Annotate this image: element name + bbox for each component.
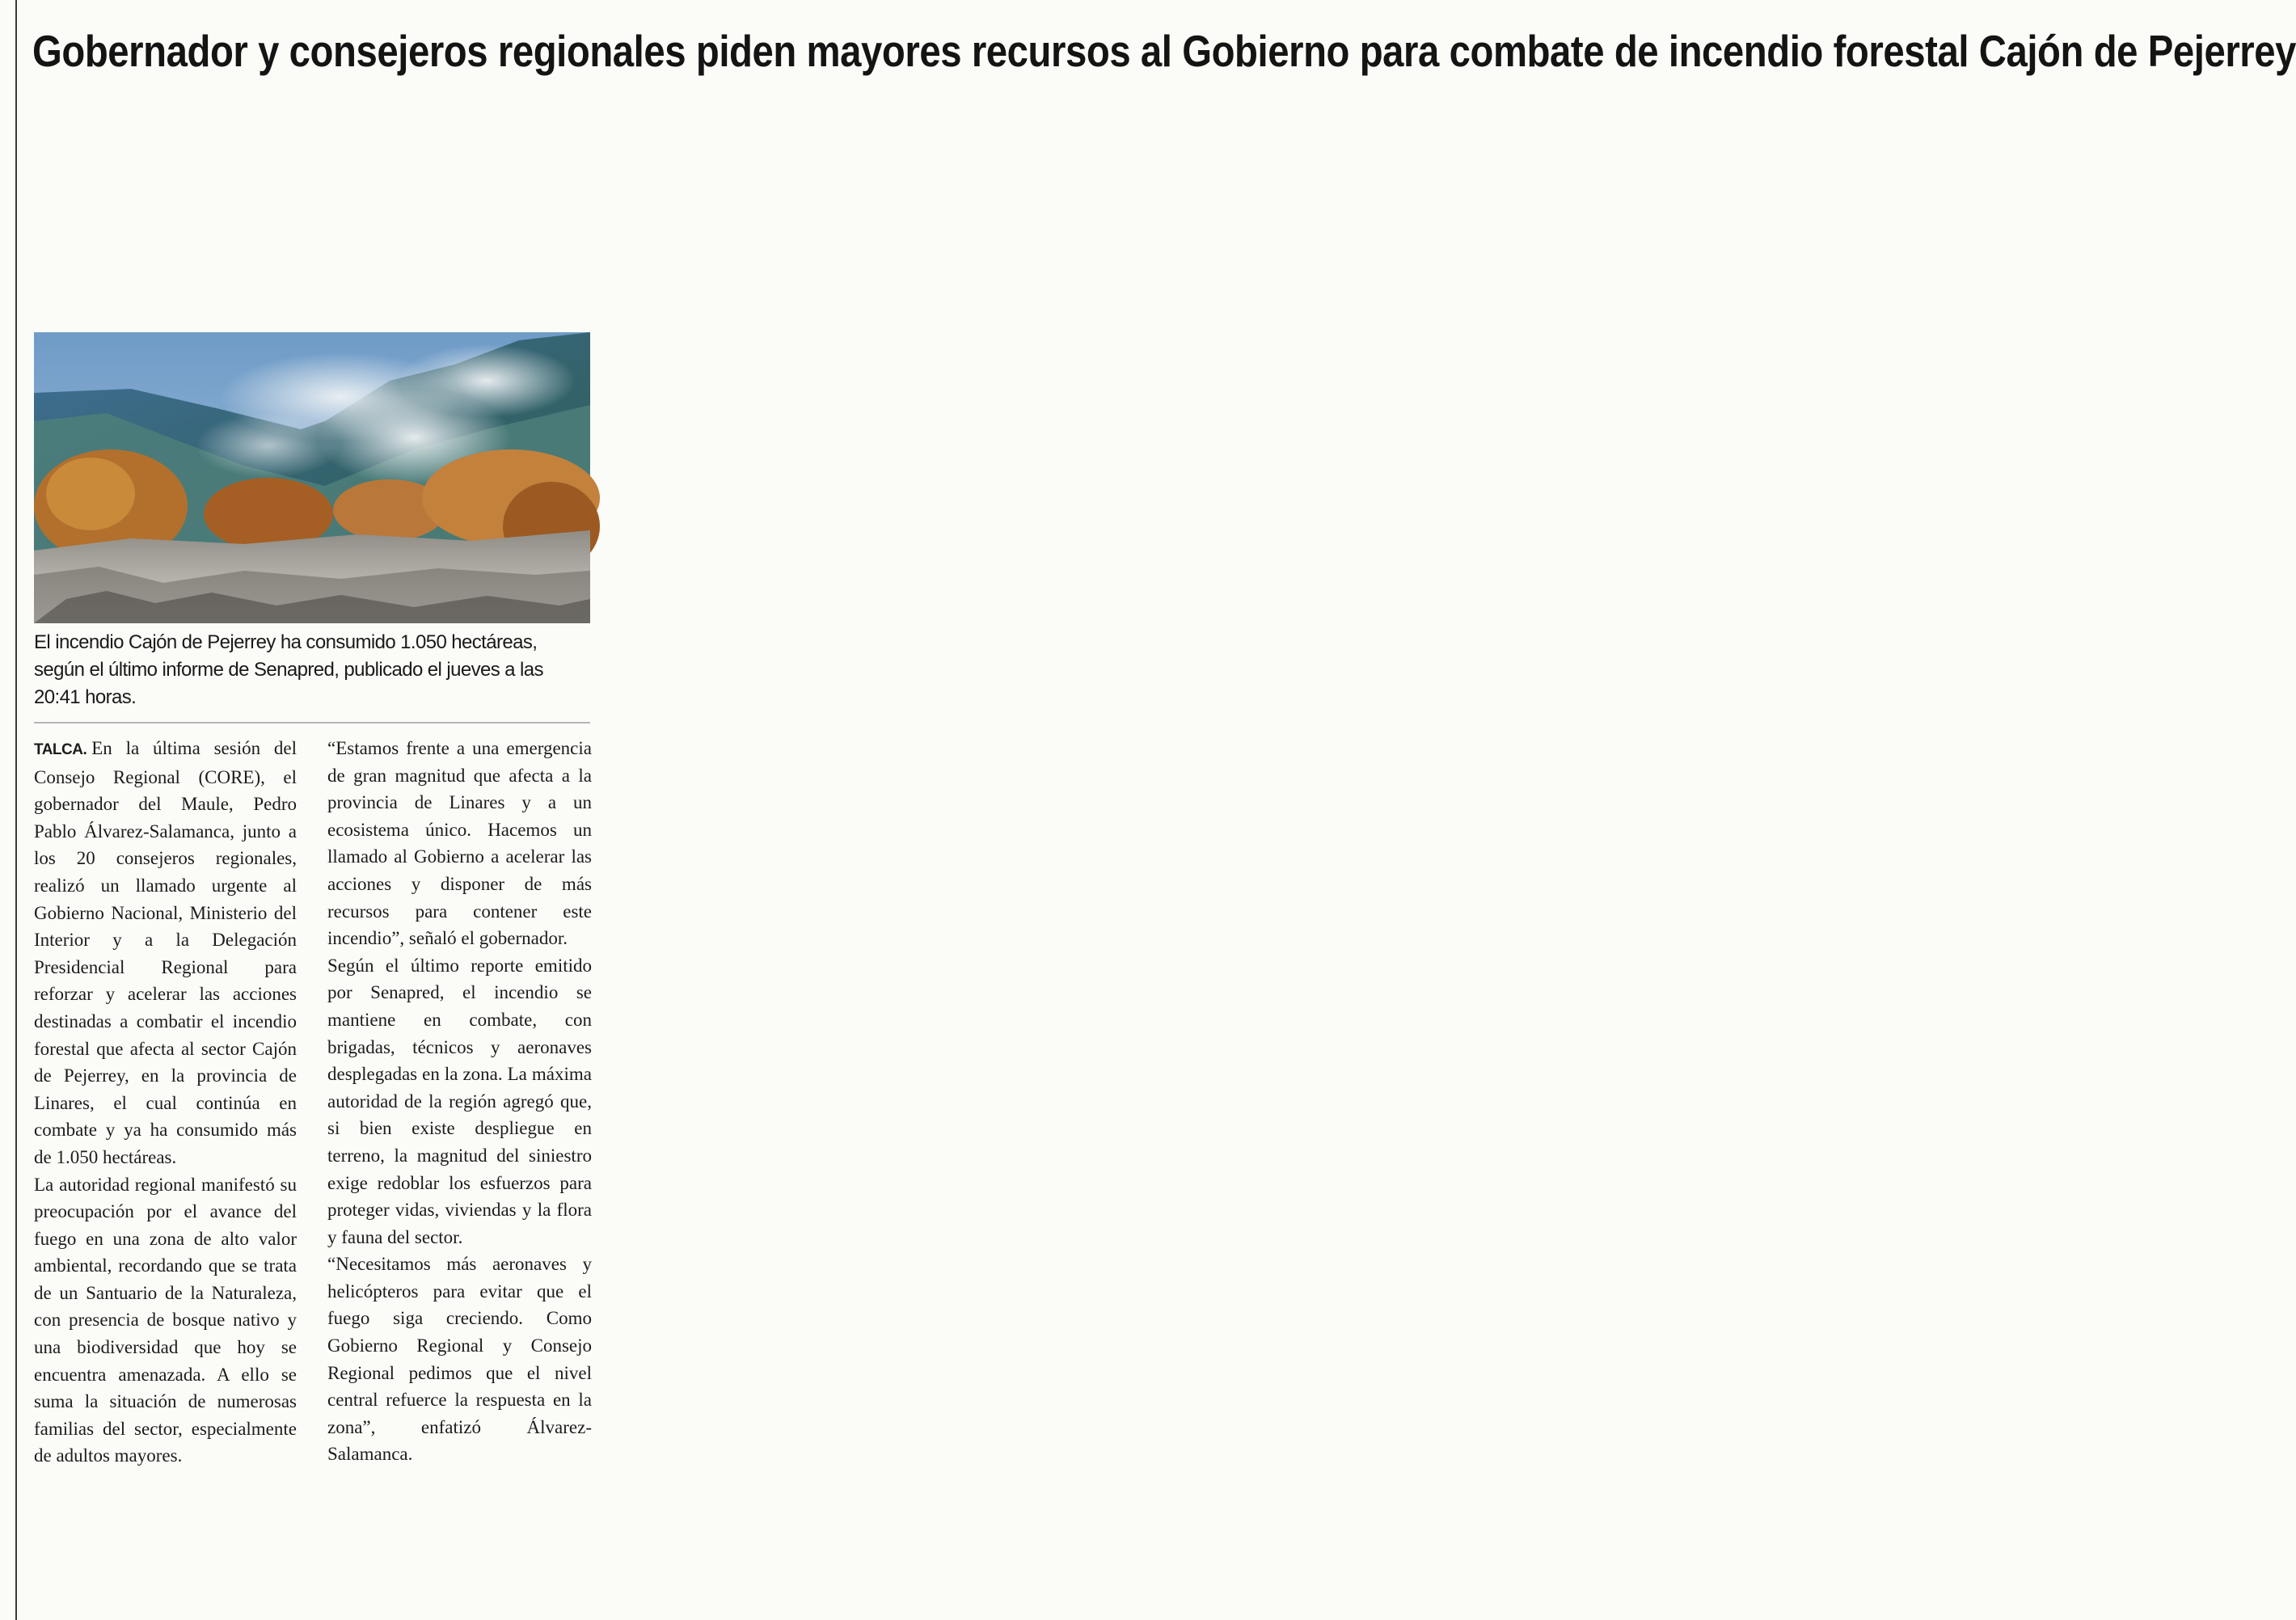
article-column-2 (327, 735, 592, 1468)
paragraph: La autoridad regional manifestó su preocupación por el avance del fuego en una zona de alto valor ambiental, recordando que se trata de un Santuario de la Naturaleza, con presencia de bosque nativo y una biodiversidad que hoy se encuentra amenazada. A ello se suma la situación de numerosas familias del sector, especialmente de adultos mayores. (34, 1174, 297, 1466)
article-column-1 (34, 735, 297, 1470)
caption-divider (34, 722, 590, 724)
paragraph-text: En la última sesión del Consejo Regional (CORE), el gobernador del Maule, Pedro Pablo Álvarez-Salamanca, junto a los 20 consejeros regionales, realizó un llamado urgente al Gobierno Nacional, Ministerio del Interior y a la Delegación Presidencial Regional para reforzar y acelerar las acciones destinadas a combatir el incendio forestal que afecta al sector Cajón de Pejerrey, en la provincia de Linares, el cual continúa en combate y ya ha consumido más de 1.050 hectáreas. (34, 738, 297, 1167)
dateline: TALCA. (34, 741, 87, 758)
photo-caption: El incendio Cajón de Pejerrey ha consumido 1.050 hectáreas, según el último informe de Senapred, publicado el jueves a las 20:41 horas. (34, 631, 543, 708)
article-headline: Gobernador y consejeros regionales piden mayores recursos al Gobierno para combate de incendio forestal Cajón de Pejerrey (32, 26, 2296, 76)
paragraph: Según el último reporte emitido por Senapred, el incendio se mantiene en combate, con brigadas, técnicos y aeronaves desplegadas en la zona. La máxima autoridad de la región agregó que, si bien existe despliegue en terreno, la magnitud del siniestro exige redoblar los esfuerzos para proteger vidas, viviendas y la flora y fauna del sector. (327, 955, 592, 1247)
wildfire-mountain-photo (34, 332, 590, 623)
paragraph: “Necesitamos más aeronaves y helicópteros para evitar que el fuego siga creciendo. Como Gobierno Regional y Consejo Regional pedimos que el nivel central refuerce la respuesta en la zona”, enfatizó Álvarez-Salamanca. (327, 1254, 592, 1465)
paragraph (34, 735, 297, 1171)
photo-illustration (34, 332, 590, 623)
adjacent-column-edge (0, 0, 21, 1620)
paragraph: “Estamos frente a una emergencia de gran magnitud que afecta a la provincia de Linares y a un ecosistema único. Hacemos un llamado al Gobierno a acelerar las acciones y disponer de más recursos para contener este incendio”, señaló el gobernador. (327, 738, 592, 949)
